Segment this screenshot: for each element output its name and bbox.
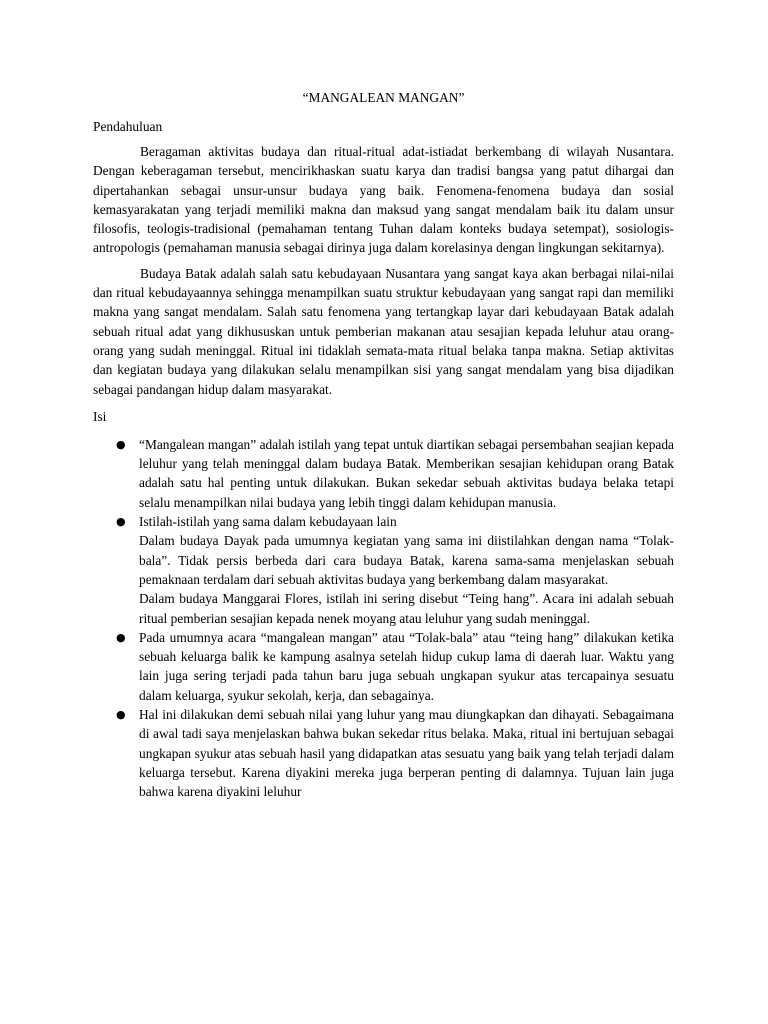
bullet-text: Dalam budaya Dayak pada umumnya kegiatan yang sama ini diistilahkan dengan nama “Tolak-bala”. Tidak persis berbeda dari cara budaya Batak, karena sama-sama menjelaskan sebuah pemaknaan terdalam dari sebuah aktivitas budaya yang berkembang dalam masyarakat. (139, 533, 674, 587)
list-item (93, 435, 674, 512)
bullet-icon: ● (116, 708, 126, 722)
body-heading: Isi (93, 408, 107, 424)
bullet-text: Istilah-istilah yang sama dalam kebudayaan lain (139, 514, 397, 530)
bullet-icon: ● (116, 437, 126, 451)
bullet-icon: ● (116, 515, 126, 529)
bullet-icon: ● (116, 630, 126, 644)
bullet-text: Pada umumnya acara “mangalean mangan” atau “Tolak-bala” atau “teing hang” dilakukan ketika sebuah keluarga balik ke kampung asalnya setelah hidup cukup lama di daerah luar. Waktu yang lain juga sering terjadi pada tahun baru juga sebuah ungkapan syukur atas tercapainya sesuatu dalam keluarga, syukur sekolah, kerja, dan sebagainya. (139, 629, 674, 703)
intro-paragraph-2: Budaya Batak adalah salah satu kebudayaan Nusantara yang sangat kaya akan berbagai nilai-nilai dan ritual kebudayaannya sehingga menampilkan suatu struktur kebudayaan yang sangat rapi dan memiliki makna yang sangat mendalam. Salah satu fenomena yang tertangkap layar dari kebudayaan Batak adalah sebuah ritual adat yang dikhususkan untuk pemberian makanan atau sesajian kepada leluhur atau orang-orang yang sudah meninggal. Ritual ini tidaklah semata-mata ritual belaka tanpa makna. Setiap aktivitas dan kegiatan budaya yang dilakukan selalu menampilkan sisi yang sangat mendalam yang bisa dijadikan sebagai pandangan hidup dalam masyarakat. (93, 265, 674, 397)
list-item (93, 705, 674, 801)
bullet-text: Dalam budaya Manggarai Flores, istilah ini sering disebut “Teing hang”. Acara ini adalah sebuah ritual pemberian sesajian kepada nenek moyang atau leluhur yang sudah meninggal. (139, 591, 674, 626)
bullet-list (93, 435, 674, 802)
list-item (93, 628, 674, 705)
page-bottom-margin (0, 930, 768, 1024)
bullet-text: “Mangalean mangan” adalah istilah yang tepat untuk diartikan sebagai persembahan seajian kepada leluhur yang telah meninggal dalam budaya Batak. Memberikan sesajian kehidupan orang Batak adalah satu hal penting untuk dilakukan. Bukan sekedar sebuah aktivitas budaya belaka tetapi selalu menampilkan nilai budaya yang lebih tinggi dalam kehidupan manusia. (139, 436, 674, 510)
intro-paragraph-1: Beragaman aktivitas budaya dan ritual-ritual adat-istiadat berkembang di wilayah Nusantara. Dengan keberagaman tersebut, mencirikhaskan suatu karya dan tradisi bangsa yang patut dihargai dan dipertahankan sebagai unsur-unsur budaya yang baik. Fenomena-fenomena budaya dan sosial kemasyarakatan yang terjadi memiliki makna dan maksud yang sangat mendalam baik itu dalam unsur filosofis, teologis-tradisional (pemahaman tentang Tuhan dalam konteks budaya setempat), sosiologis-antropologis (pemahaman manusia sebagai dirinya juga dalam korelasinya dengan lingkungan sekitarnya). (93, 144, 674, 256)
list-item (93, 512, 674, 628)
document-page (93, 88, 674, 802)
intro-heading: Pendahuluan (93, 119, 163, 134)
bullet-text: Hal ini dilakukan demi sebuah nilai yang luhur yang mau diungkapkan dan dihayati. Sebagaimana di awal tadi saya menjelaskan bahwa bukan sekedar ritus belaka. Maka, ritual ini bertujuan sebagai ungkapan syukur atas sebuah hasil yang didapatkan atas sesuatu yang baik yang telah terjadi dalam keluarga tersebut. Karena diyakini mereka juga berperan penting di dalamnya. Tujuan lain juga bahwa karena diyakini leluhur (139, 707, 674, 800)
document-title: “MANGALEAN MANGAN” (302, 90, 465, 105)
